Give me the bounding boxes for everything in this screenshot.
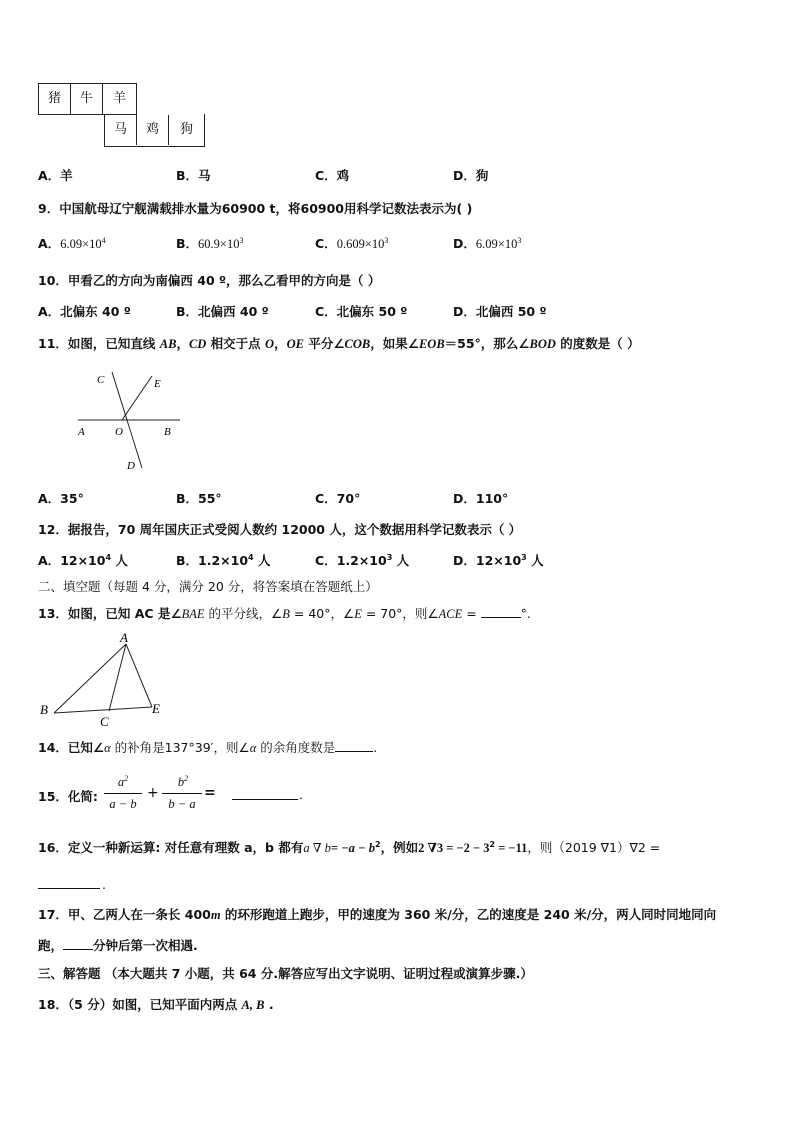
q15-answer-blank[interactable] xyxy=(232,787,298,800)
label-c: C xyxy=(97,374,105,386)
q17-answer-blank[interactable] xyxy=(63,937,93,950)
q13-answer-blank[interactable] xyxy=(481,605,521,618)
net-cell: 狗 xyxy=(179,122,193,137)
label-a: A xyxy=(120,630,128,645)
q8-option-a: A．羊 xyxy=(38,168,73,183)
label-c: C xyxy=(100,714,109,728)
q11-stem: 11．如图，已知直线 AB，CD 相交于点 O，OE 平分∠COB，如果∠EOB＝55°，那么∠BOD 的度数是（ ） xyxy=(38,336,640,351)
q9-option-d: D．$6.09\times 10^3$ xyxy=(453,235,522,251)
q11-option-c: C．70° xyxy=(315,491,361,506)
q18-stem: 18．（5 分）如图，已知平面内两点 A, B . xyxy=(38,997,274,1012)
q15-num2: $b^2$ xyxy=(177,774,189,790)
net-cell: 马 xyxy=(105,115,137,145)
cube-net-row-2 xyxy=(104,114,205,147)
ray-oe xyxy=(122,376,152,420)
q8-option-c: C．鸡 xyxy=(315,168,350,183)
q15-equals: = xyxy=(204,785,216,801)
section-3-heading: 三、解答题 （本大题共 7 小题，共 64 分.解答应写出文字说明、证明过程或演算步骤.） xyxy=(38,966,533,981)
label-d: D xyxy=(127,460,135,472)
section-2-heading: 二、填空题（每题 4 分，满分 20 分，将答案填在答题纸上） xyxy=(38,579,378,594)
q11-figure xyxy=(70,365,190,475)
q8-option-d: D．狗 xyxy=(453,168,489,183)
q10-option-b: B．北偏西 40 º xyxy=(176,304,269,319)
q16-answer-blank[interactable] xyxy=(38,876,100,889)
q9-stem: 9．中国航母辽宁舰满载排水量为60900 t，将60900用科学记数法表示为( ) xyxy=(38,201,473,216)
label-a: A xyxy=(78,426,85,438)
q11-option-a: A．35° xyxy=(38,491,84,506)
q12-option-a: A．$12\times 10^4$ 人 xyxy=(38,552,128,568)
label-o: O xyxy=(115,426,123,438)
q15-plus: + xyxy=(147,785,159,801)
side-ab xyxy=(54,644,126,713)
q15-fracline-2 xyxy=(162,793,202,794)
q13-stem: 13．如图，已知 AC 是∠BAE 的平分线，∠B = 40°，∠E = 70°，则∠ACE = °. xyxy=(38,606,531,621)
q15-num1: $a^2$ xyxy=(117,774,129,790)
label-e: E xyxy=(154,378,161,390)
q11-option-d: D．110° xyxy=(453,491,509,506)
q10-option-a: A．北偏东 40 º xyxy=(38,304,131,319)
net-cell: 牛 xyxy=(71,84,103,114)
q12-option-c: C．$1.2\times 10^3$ 人 xyxy=(315,552,410,568)
q9-option-c: C．$0.609\times 10^3$ xyxy=(315,235,389,251)
q15-den1: a − b xyxy=(109,797,137,811)
q15-den2: b − a xyxy=(168,797,196,811)
q11-option-b: B．55° xyxy=(176,491,222,506)
side-ae xyxy=(126,644,152,707)
q15-label: 15．化简: xyxy=(38,789,98,804)
net-cell: 猪 xyxy=(39,84,71,114)
q10-option-c: C．北偏东 50 º xyxy=(315,304,408,319)
label-b: B xyxy=(164,426,171,438)
q16-stem: 16．定义一种新运算: 对任意有理数 a，b 都有a ∇ $b= -a - b^2$，例如2 $\nabla 3 = -2 - 3^2 = -11$，则（2019 ∇1）∇2 = xyxy=(38,839,661,855)
q13-figure xyxy=(36,628,176,728)
q14-answer-blank[interactable] xyxy=(335,739,373,752)
q15-end: . xyxy=(299,787,303,802)
net-cell: 鸡 xyxy=(137,115,169,145)
label-b: B xyxy=(40,702,48,717)
q16-end: . xyxy=(102,877,106,892)
q15-fracline-1 xyxy=(104,793,142,794)
q9-option-a: A．$6.09\times 10^4$ xyxy=(38,235,106,251)
cube-net-row-1 xyxy=(38,83,137,115)
net-cell: 羊 xyxy=(112,91,126,106)
q12-option-d: D．$12\times 10^3$ 人 xyxy=(453,552,544,568)
q8-option-b: B．马 xyxy=(176,168,211,183)
q10-stem: 10．甲看乙的方向为南偏西 40 º，那么乙看甲的方向是（ ） xyxy=(38,273,381,288)
q14-stem: 14．已知∠α 的补角是137°39′，则∠α 的余角度数是 . xyxy=(38,740,378,755)
q10-option-d: D．北偏西 50 º xyxy=(453,304,547,319)
q12-stem: 12．据报告，70 周年国庆正式受阅人数约 12000 人，这个数据用科学记数表示（ ） xyxy=(38,522,522,537)
q9-option-b: B．$60.9\times 10^3$ xyxy=(176,235,244,251)
bisector-ac xyxy=(109,644,126,711)
side-be xyxy=(54,707,152,713)
label-e: E xyxy=(152,701,160,716)
q17-line-1: 17．甲、乙两人在一条长 400m 的环形跑道上跑步，甲的速度为 360 米/分，乙的速度是 240 米/分，两人同时同地同向 xyxy=(38,907,717,922)
q17-line-2: 跑， 分钟后第一次相遇. xyxy=(38,938,198,953)
q12-option-b: B．$1.2\times 10^4$ 人 xyxy=(176,552,271,568)
